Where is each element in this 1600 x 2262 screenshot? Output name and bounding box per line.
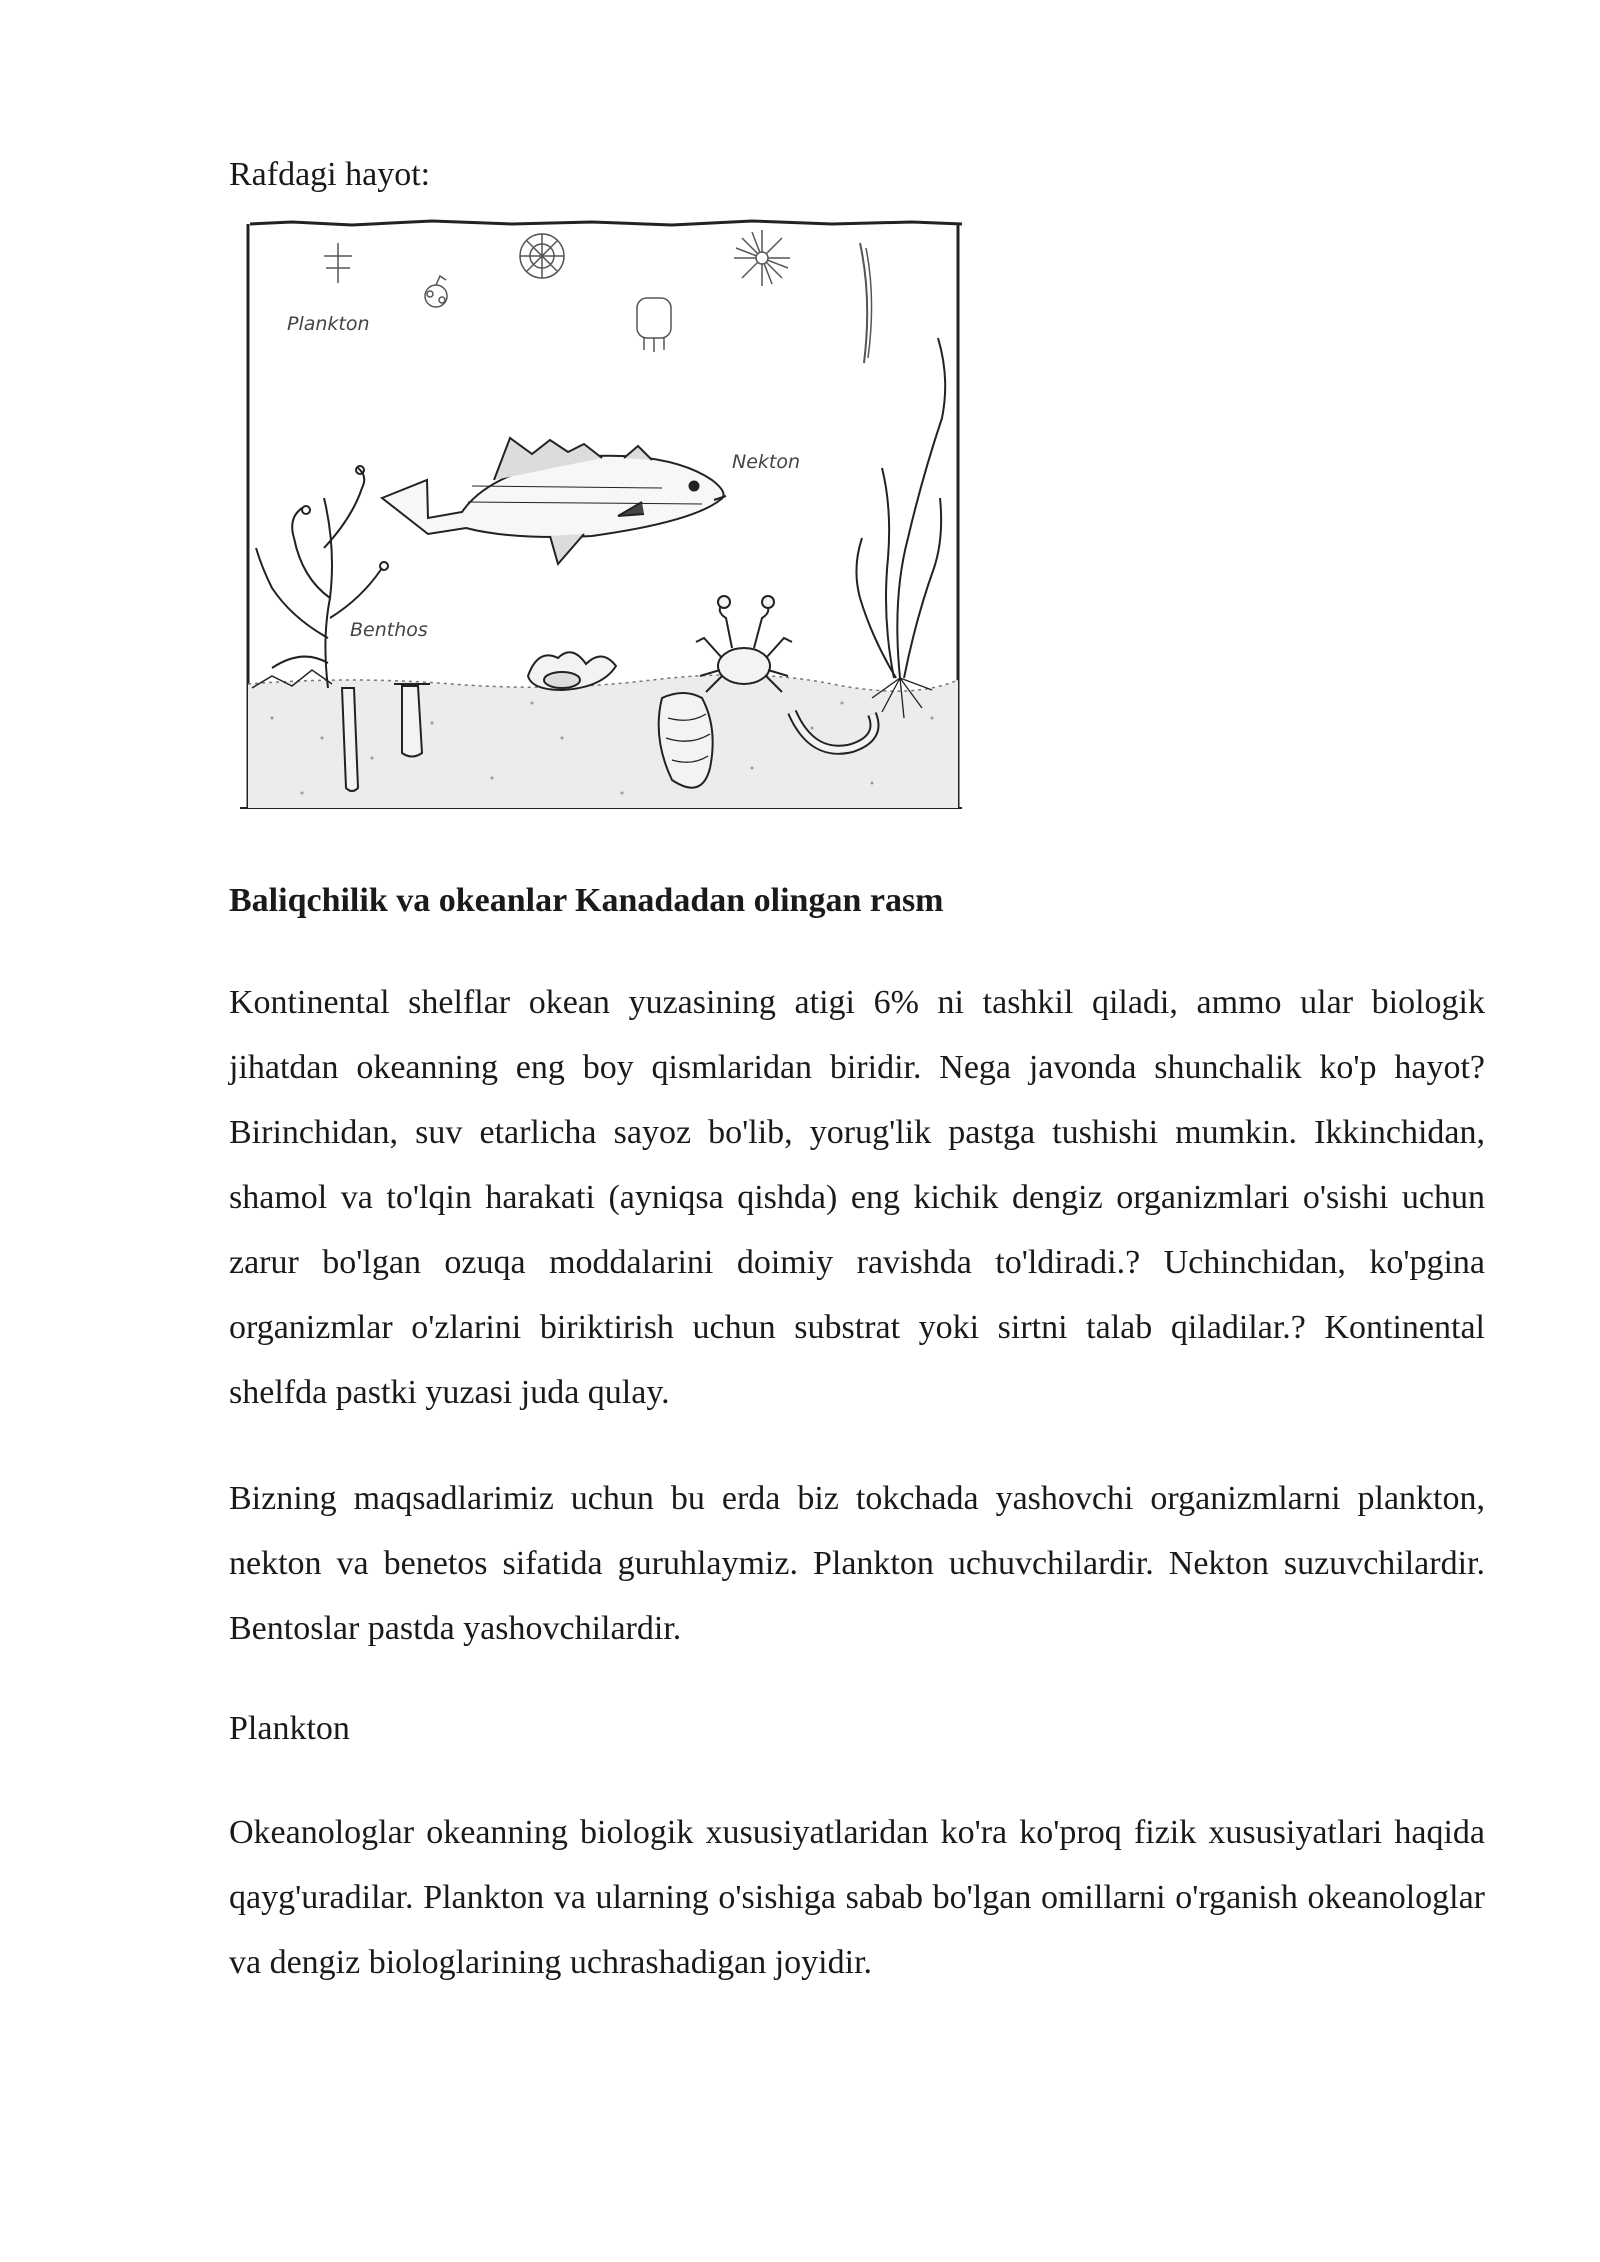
nekton-label: Nekton (732, 451, 801, 473)
plankton-label: Plankton (287, 313, 370, 335)
section-heading-plankton: Plankton (229, 1710, 350, 1747)
marine-life-illustration (232, 218, 972, 814)
paragraph-continental-shelves: Kontinental shelflar okean yuzasining atigi 6% ni tashkil qiladi, ammo ular biologik jihatdan okeanning eng boy qismlaridan biridir. Nega javonda shunchalik ko'p hayot? Birinchidan, suv etarlicha sayoz bo'lib, yorug'lik pastga tushishi mumkin. Ikkinchidan, shamol va to'lqin harakati (ayniqsa qishda) eng kichik dengiz organizmlari o'sishi uchun zarur bo'lgan ozuqa moddalarini doimiy ravishda to'ldiradi.? Uchinchidan, ko'pgina organizmlar o'zlarini biriktirish uchun substrat yoki sirtni talab qiladilar.? Kontinental shelfda pastki yuzasi juda qulay. (229, 984, 1485, 1411)
benthos-label: Benthos (350, 619, 428, 641)
figure-caption: Baliqchilik va okeanlar Kanadadan olingan rasm (229, 882, 944, 919)
intro-label: Rafdagi hayot: (229, 156, 431, 193)
paragraph-oceanographers: Okeanologlar okeanning biologik xususiyatlaridan ko'ra ko'proq fizik xususiyatlari haqida qayg'uradilar. Plankton va ularning o'sishiga sabab bo'lgan omillarni o'rganish okeanologlar va dengiz biologlarining uchrashadigan joyidir. (229, 1814, 1485, 1981)
paragraph-groupings: Bizning maqsadlarimiz uchun bu erda biz tokchada yashovchi organizmlarni plankton, nekton va benetos sifatida guruhlaymiz. Plankton uchuvchilardir. Nekton suzuvchilardir. Bentoslar pastda yashovchilardir. (229, 1480, 1485, 1647)
